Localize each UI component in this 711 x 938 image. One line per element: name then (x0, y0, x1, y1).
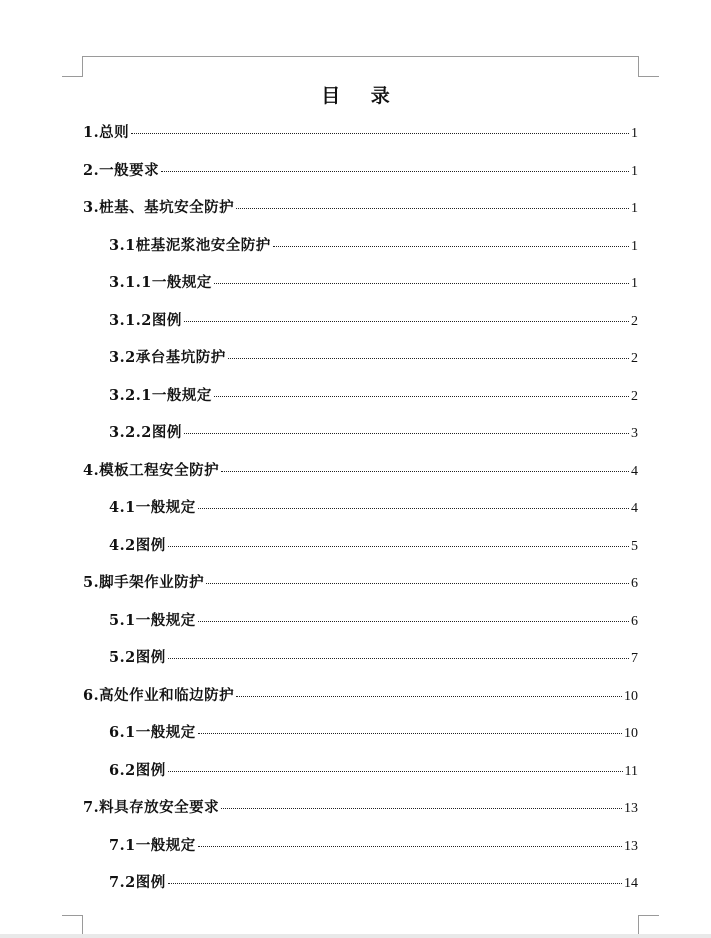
toc-entry[interactable] (83, 569, 638, 607)
page-bottom-edge (0, 934, 711, 938)
toc-entry-label: 7.1一般规定 (109, 836, 196, 854)
toc-entry[interactable] (83, 307, 638, 345)
toc-dot-leader (273, 245, 629, 247)
toc-entry[interactable] (83, 344, 638, 382)
toc-page-number: 1 (631, 276, 638, 291)
toc-entry[interactable] (83, 157, 638, 195)
toc-dot-leader (184, 432, 629, 434)
toc-entry-label: 4.2图例 (109, 536, 166, 554)
toc-dot-leader (236, 207, 629, 209)
toc-dot-leader (161, 170, 629, 172)
toc-dot-leader (168, 770, 623, 772)
toc-entry[interactable] (83, 494, 638, 532)
toc-dot-leader (131, 132, 629, 134)
toc-entry-label: 3.1桩基泥浆池安全防护 (109, 236, 271, 254)
toc-page-number: 5 (631, 538, 638, 554)
toc-entry[interactable] (83, 719, 638, 757)
toc-page-number: 14 (624, 876, 638, 891)
toc-page-number: 13 (624, 838, 638, 854)
toc-entry-label: 6.1一般规定 (109, 724, 196, 741)
toc-entry-label: 6.2图例 (109, 761, 166, 779)
toc-entry[interactable] (83, 869, 638, 907)
toc-dot-leader (214, 395, 629, 397)
header-rule (83, 56, 638, 57)
toc-page-number: 10 (624, 688, 638, 704)
toc-page-number: 10 (624, 726, 638, 741)
toc-entry[interactable] (83, 757, 638, 795)
toc-page-number: 6 (631, 576, 638, 591)
toc-dot-leader (221, 807, 622, 809)
toc-entry-label: 6.高处作业和临边防护 (83, 686, 235, 704)
crop-mark-top-left (62, 56, 83, 77)
toc-entry[interactable] (83, 232, 638, 270)
toc-entry-label: 3.桩基、基坑安全防护 (83, 199, 235, 216)
toc-entry-label: 7.2图例 (109, 874, 166, 891)
toc-entry-label: 5.脚手架作业防护 (83, 574, 205, 591)
toc-page-number: 11 (624, 763, 638, 779)
toc-page-number: 4 (631, 463, 638, 479)
toc-entry-label: 5.2图例 (109, 649, 166, 666)
toc-page-number: 2 (631, 388, 638, 404)
toc-entry-label: 5.1一般规定 (109, 611, 196, 629)
toc-page-number: 2 (631, 313, 638, 329)
toc-entry[interactable] (83, 119, 638, 157)
toc-entry[interactable] (83, 457, 638, 495)
toc-dot-leader (184, 320, 629, 322)
toc-entry[interactable] (83, 419, 638, 457)
toc-dot-leader (214, 282, 629, 284)
toc-dot-leader (206, 582, 629, 584)
toc-entry[interactable] (83, 832, 638, 870)
toc-page-number: 1 (631, 238, 638, 254)
toc-page-number: 2 (631, 351, 638, 366)
toc-entry[interactable] (83, 644, 638, 682)
toc-entry[interactable] (83, 682, 638, 720)
toc-dot-leader (236, 695, 622, 697)
toc-entry-label: 3.2承台基坑防护 (109, 349, 226, 366)
toc-entry[interactable] (83, 194, 638, 232)
toc-dot-leader (198, 732, 622, 734)
toc-page-number: 4 (631, 501, 638, 516)
toc-page-number: 7 (631, 651, 638, 666)
crop-mark-top-right (638, 56, 659, 77)
crop-mark-bottom-right (638, 915, 659, 936)
toc-dot-leader (168, 882, 622, 884)
toc-page-number: 1 (631, 126, 638, 141)
crop-mark-bottom-left (62, 915, 83, 936)
toc-page-number: 3 (631, 426, 638, 441)
toc-dot-leader (198, 845, 622, 847)
toc-title: 目 录 (321, 85, 402, 107)
toc-dot-leader (168, 545, 629, 547)
toc-entry-label: 3.2.1一般规定 (109, 386, 212, 404)
toc-entry-label: 3.2.2图例 (109, 424, 182, 441)
toc-entry-label: 2.一般要求 (83, 161, 160, 179)
toc-entry-label: 3.1.1一般规定 (109, 274, 212, 291)
toc-entry[interactable] (83, 607, 638, 645)
toc-entry-label: 7.料具存放安全要求 (83, 799, 220, 816)
toc-entry-label: 4.1一般规定 (109, 499, 196, 516)
toc-dot-leader (221, 470, 629, 472)
toc-dot-leader (168, 657, 629, 659)
toc-entry[interactable] (83, 794, 638, 832)
toc-entry[interactable] (83, 382, 638, 420)
toc-entry-label: 1.总则 (83, 124, 130, 141)
toc-entry-label: 3.1.2图例 (109, 311, 182, 329)
toc-dot-leader (198, 620, 629, 622)
toc-entry-label: 4.模板工程安全防护 (83, 461, 220, 479)
toc-dot-leader (228, 357, 629, 359)
toc-dot-leader (198, 507, 629, 509)
toc-entry[interactable] (83, 269, 638, 307)
toc-page-number: 6 (631, 613, 638, 629)
toc-entry[interactable] (83, 532, 638, 570)
toc-page-number: 13 (624, 801, 638, 816)
toc-page-number: 1 (631, 201, 638, 216)
table-of-contents (83, 119, 638, 907)
toc-page-number: 1 (631, 163, 638, 179)
